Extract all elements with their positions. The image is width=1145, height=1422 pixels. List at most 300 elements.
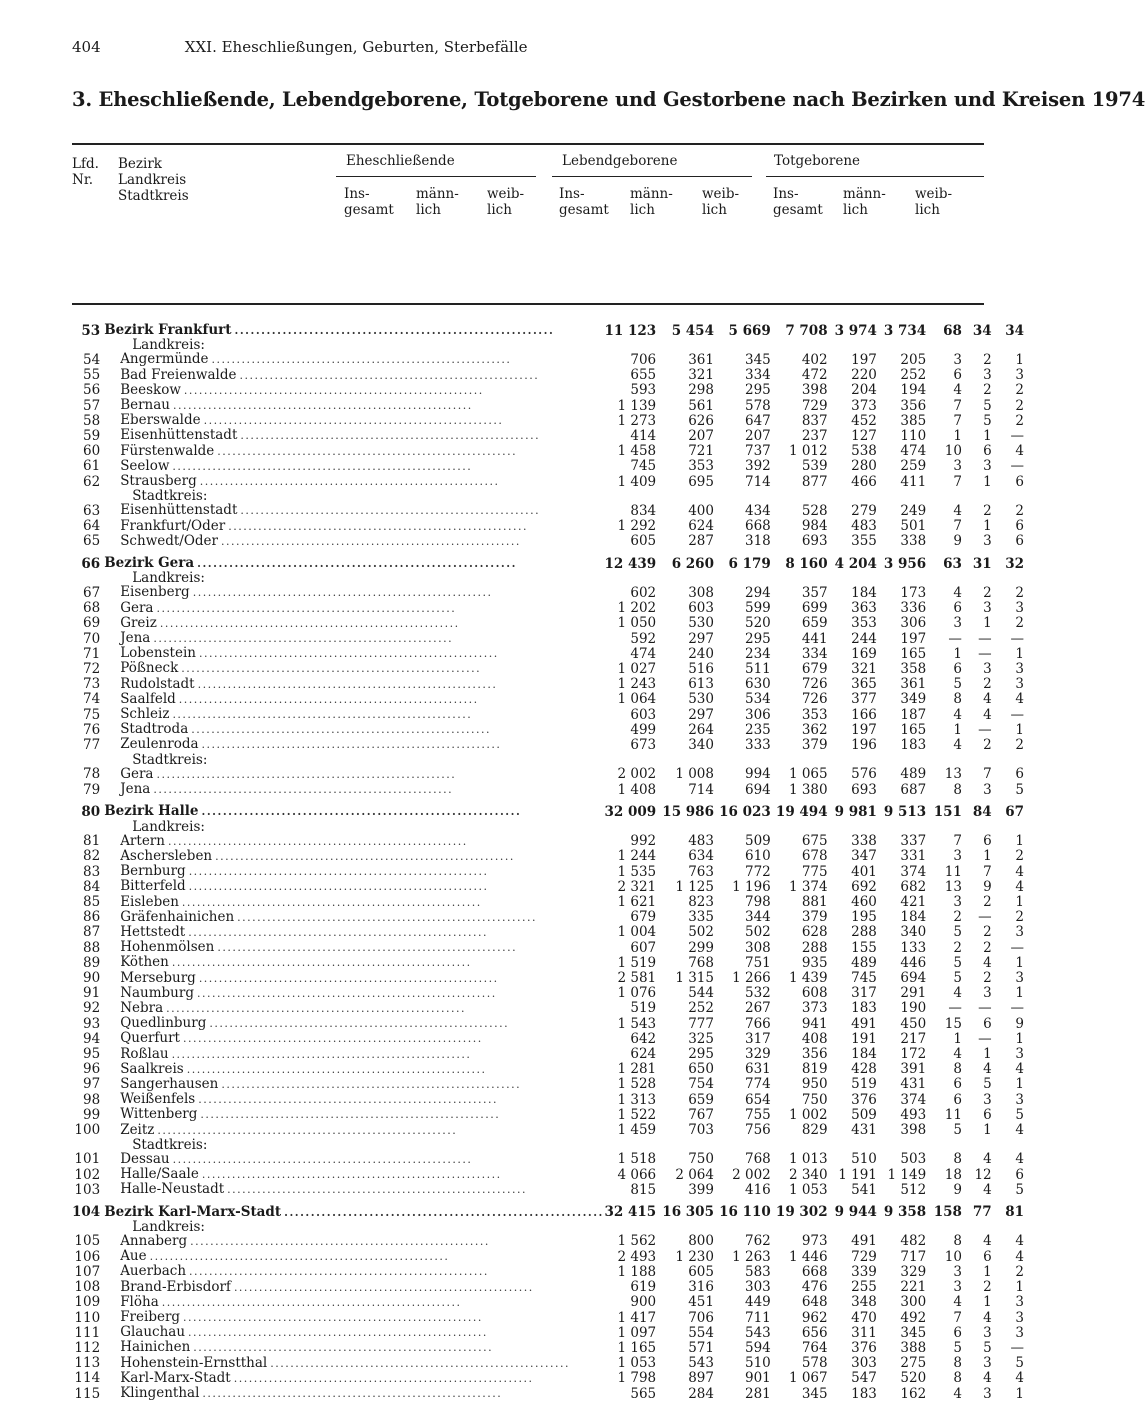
row-label-cell xyxy=(104,585,604,600)
row-number: 67 xyxy=(83,584,101,601)
value-cell: 195 xyxy=(851,909,877,926)
value-cell: 365 xyxy=(851,676,877,693)
value-cell: 726 xyxy=(801,691,828,708)
value-cell: 165 xyxy=(900,645,927,662)
value-cell: 356 xyxy=(900,397,927,414)
value-cell: 5 xyxy=(983,1076,992,1093)
region-name: Hohenstein-Ernstthal xyxy=(120,1354,268,1371)
value-cell: 1 012 xyxy=(788,443,828,460)
value-cell: 751 xyxy=(745,954,771,971)
value-cell: 348 xyxy=(851,1294,877,1311)
value-cell: 399 xyxy=(688,1181,714,1198)
leader-dots: ............................................................ xyxy=(182,1032,483,1046)
value-cell: 3 xyxy=(1015,1091,1024,1108)
leader-dots: ............................................................ xyxy=(201,738,502,752)
table-row xyxy=(72,1371,1024,1386)
value-cell: 207 xyxy=(745,427,771,444)
value-cell: 973 xyxy=(801,1233,828,1250)
value-cell: 220 xyxy=(851,367,877,384)
leader-dots: ............................................................ xyxy=(200,1108,501,1122)
table-row xyxy=(72,1295,1024,1310)
value-cell xyxy=(962,338,992,352)
region-name: Eisenhüttenstadt xyxy=(120,502,238,519)
value-cell: 244 xyxy=(851,630,877,647)
value-cell: 13 xyxy=(944,878,962,895)
table-row xyxy=(72,986,1024,1001)
value-cell: 692 xyxy=(851,878,877,895)
value-cell: 4 xyxy=(1015,1248,1024,1265)
value-cell: 3 xyxy=(983,367,992,384)
region-name: Roßlau xyxy=(120,1045,169,1062)
value-cell: 950 xyxy=(801,1076,828,1093)
value-cell: 357 xyxy=(801,584,828,601)
table-row xyxy=(72,1123,1024,1138)
leader-dots: ............................................................ xyxy=(198,647,499,661)
table-row xyxy=(72,1016,1024,1031)
row-label-cell xyxy=(104,519,604,534)
value-cell: 4 xyxy=(983,1309,992,1326)
value-cell: 2 xyxy=(1015,502,1024,519)
row-label-cell xyxy=(104,797,604,819)
header-insgesamt-1: Ins- gesamt xyxy=(344,186,394,218)
value-cell: 7 xyxy=(953,833,962,850)
row-label-cell xyxy=(104,1340,604,1355)
row-number: 81 xyxy=(83,833,101,850)
value-cell: 630 xyxy=(745,676,771,693)
value-cell: 288 xyxy=(801,939,828,956)
value-cell: 11 xyxy=(944,863,962,880)
bezirk-total-row xyxy=(72,1198,1024,1220)
value-cell xyxy=(656,820,714,834)
value-cell xyxy=(604,1220,656,1234)
table-row xyxy=(72,910,1024,925)
value-cell: 675 xyxy=(801,833,828,850)
value-cell: 520 xyxy=(745,615,771,632)
subheading-row xyxy=(72,753,1024,767)
table-row xyxy=(72,585,1024,600)
value-cell: 984 xyxy=(801,518,828,535)
value-cell: 336 xyxy=(900,600,927,617)
leader-dots: ............................................................ xyxy=(190,1234,490,1248)
value-cell: 3 xyxy=(1015,1324,1024,1341)
value-cell: 4 xyxy=(953,736,962,753)
row-label-cell xyxy=(104,1371,604,1386)
value-cell: 687 xyxy=(900,781,927,798)
value-cell: 4 066 xyxy=(617,1166,657,1183)
value-cell: 1 xyxy=(1015,1385,1024,1402)
value-cell: 110 xyxy=(900,427,927,444)
value-cell: 624 xyxy=(688,518,714,535)
row-label-cell xyxy=(104,782,604,797)
value-cell: 605 xyxy=(688,1263,714,1280)
leader-dots: ............................................................ xyxy=(197,677,498,691)
value-cell: 34 xyxy=(1005,322,1024,339)
value-cell: 8 xyxy=(953,1370,962,1387)
value-cell: 673 xyxy=(630,736,657,753)
row-label-cell xyxy=(104,910,604,925)
region-name: Schwedt/Oder xyxy=(120,532,219,549)
region-name: Stadtkreis: xyxy=(132,751,208,768)
value-cell: 729 xyxy=(851,1248,877,1265)
value-cell: — xyxy=(1010,1000,1024,1017)
value-cell xyxy=(926,1220,962,1234)
running-head xyxy=(72,38,528,56)
value-cell: 706 xyxy=(630,351,657,368)
value-cell: 489 xyxy=(900,766,927,783)
value-cell: 3 xyxy=(1015,660,1024,677)
leader-dots: ............................................................ xyxy=(159,616,460,630)
value-cell xyxy=(604,338,656,352)
value-cell: 191 xyxy=(851,1030,877,1047)
leader-dots: ............................................................ xyxy=(197,557,517,571)
row-number: 62 xyxy=(83,473,101,490)
value-cell: 1 xyxy=(953,1030,962,1047)
region-name: Saalkreis xyxy=(120,1060,184,1077)
value-cell: 317 xyxy=(745,1030,771,1047)
value-cell: 338 xyxy=(900,533,927,550)
row-number: 74 xyxy=(83,691,101,708)
value-cell xyxy=(962,571,992,585)
value-cell: 502 xyxy=(745,924,771,941)
row-number: 80 xyxy=(81,803,101,820)
value-cell: 308 xyxy=(745,939,771,956)
region-name: Zeitz xyxy=(120,1121,155,1138)
row-number: 84 xyxy=(83,878,101,895)
leader-dots: ............................................................ xyxy=(153,632,454,646)
value-cell xyxy=(992,753,1024,767)
value-cell: 4 xyxy=(953,502,962,519)
value-cell: 1 202 xyxy=(617,600,657,617)
table-row xyxy=(72,955,1024,970)
value-cell: 3 956 xyxy=(883,555,927,572)
value-cell: 344 xyxy=(745,909,771,926)
value-cell: 603 xyxy=(630,706,657,723)
value-cell xyxy=(926,753,962,767)
value-cell: 7 xyxy=(983,863,992,880)
value-cell: 414 xyxy=(630,427,657,444)
value-cell: 1 xyxy=(983,848,992,865)
table-row xyxy=(72,428,1024,443)
value-cell: 624 xyxy=(630,1046,657,1063)
table-row xyxy=(72,352,1024,367)
value-cell: 6 260 xyxy=(671,555,714,572)
row-label-cell xyxy=(104,925,604,940)
value-cell: 5 xyxy=(983,397,992,414)
leader-dots: ............................................................ xyxy=(196,986,497,1000)
value-cell: 235 xyxy=(745,721,771,738)
value-cell: 592 xyxy=(630,630,657,647)
value-cell: 12 xyxy=(974,1166,992,1183)
value-cell: 2 xyxy=(983,584,992,601)
table-row xyxy=(72,1167,1024,1182)
value-cell: 411 xyxy=(900,473,927,490)
value-cell: 3 xyxy=(953,615,962,632)
value-cell: 1 xyxy=(1015,985,1024,1002)
value-cell: 337 xyxy=(900,833,927,850)
bezirk-total-row xyxy=(72,797,1024,819)
value-cell: 901 xyxy=(745,1370,771,1387)
leader-dots: ............................................................ xyxy=(189,1265,489,1279)
value-cell: 6 xyxy=(983,833,992,850)
value-cell: 1 409 xyxy=(617,473,657,490)
value-cell: 2 xyxy=(953,909,962,926)
value-cell: 2 xyxy=(1015,615,1024,632)
value-cell: 252 xyxy=(900,367,927,384)
value-cell: 2 xyxy=(983,924,992,941)
value-cell: 183 xyxy=(900,736,927,753)
value-cell: 374 xyxy=(900,863,927,880)
table-row xyxy=(72,879,1024,894)
table-row xyxy=(72,1280,1024,1295)
value-cell: 2 xyxy=(983,939,992,956)
value-cell xyxy=(926,338,962,352)
value-cell: 6 xyxy=(1015,1166,1024,1183)
value-cell: 7 708 xyxy=(785,322,828,339)
value-cell: 361 xyxy=(900,676,927,693)
value-cell: 9 944 xyxy=(834,1204,877,1221)
value-cell: 197 xyxy=(851,351,877,368)
row-label-cell xyxy=(104,834,604,849)
row-label-cell xyxy=(104,444,604,459)
value-cell: 610 xyxy=(745,848,771,865)
value-cell xyxy=(656,1138,714,1152)
group-rule-1 xyxy=(336,176,536,177)
table-row xyxy=(72,474,1024,489)
value-cell: 512 xyxy=(900,1181,927,1198)
value-cell: 613 xyxy=(688,676,714,693)
value-cell: 1 xyxy=(983,615,992,632)
leader-dots: ............................................................ xyxy=(199,475,500,489)
value-cell: 1 263 xyxy=(732,1248,771,1265)
leader-dots: ............................................................ xyxy=(166,1001,466,1015)
value-cell: 3 xyxy=(983,660,992,677)
value-cell: 631 xyxy=(745,1061,771,1078)
value-cell xyxy=(828,571,877,585)
value-cell: 1 xyxy=(1015,645,1024,662)
row-label-cell xyxy=(104,1295,604,1310)
value-cell: 19 302 xyxy=(775,1204,828,1221)
row-label-cell xyxy=(104,413,604,428)
row-number: 114 xyxy=(74,1370,101,1387)
chapter-title: XXI. Eheschließungen, Geburten, Sterbefälle xyxy=(184,38,528,56)
value-cell: 2 340 xyxy=(788,1166,828,1183)
value-cell xyxy=(877,820,926,834)
table-row xyxy=(72,834,1024,849)
region-name: Bad Freienwalde xyxy=(120,366,237,383)
value-cell: 162 xyxy=(900,1385,927,1402)
row-label-cell xyxy=(104,534,604,549)
row-label-cell xyxy=(104,549,604,571)
value-cell: — xyxy=(1010,939,1024,956)
value-cell: 754 xyxy=(688,1076,714,1093)
row-number: 70 xyxy=(83,630,101,647)
region-name: Aschersleben xyxy=(120,847,213,864)
row-number: 78 xyxy=(83,766,101,783)
row-label-cell xyxy=(104,1138,604,1152)
value-cell: 3 xyxy=(1015,970,1024,987)
value-cell xyxy=(962,1220,992,1234)
value-cell: 678 xyxy=(801,848,828,865)
value-cell: 358 xyxy=(900,660,927,677)
row-number: 76 xyxy=(83,721,101,738)
region-name: Eisenhüttenstadt xyxy=(120,427,238,444)
value-cell: 5 xyxy=(983,1339,992,1356)
region-name: Aue xyxy=(120,1248,147,1265)
value-cell: 345 xyxy=(745,351,771,368)
value-cell: 4 xyxy=(1015,1370,1024,1387)
value-cell: 2 xyxy=(983,502,992,519)
value-cell: 483 xyxy=(851,518,877,535)
value-cell: 431 xyxy=(851,1122,877,1139)
value-cell: 1 004 xyxy=(617,924,657,941)
value-cell: 1 439 xyxy=(788,970,828,987)
value-cell xyxy=(828,1220,877,1234)
value-cell: 398 xyxy=(801,382,828,399)
region-name: Naumburg xyxy=(120,984,194,1001)
row-label-cell xyxy=(104,1198,604,1220)
row-number: 71 xyxy=(83,645,101,662)
value-cell: 252 xyxy=(688,1000,714,1017)
region-name: Brand-Erbisdorf xyxy=(120,1278,231,1295)
row-label-cell xyxy=(104,631,604,646)
value-cell: 994 xyxy=(745,766,771,783)
value-cell: 297 xyxy=(688,630,714,647)
value-cell: 1 053 xyxy=(617,1355,657,1372)
value-cell: 275 xyxy=(900,1355,927,1372)
value-cell: 267 xyxy=(745,1000,771,1017)
value-cell: 5 xyxy=(953,924,962,941)
leader-dots: ............................................................ xyxy=(240,504,541,518)
value-cell: 9 xyxy=(983,878,992,895)
value-cell: 603 xyxy=(688,600,714,617)
value-cell: 334 xyxy=(801,645,828,662)
value-cell: 190 xyxy=(900,1000,927,1017)
region-name: Stadtkreis: xyxy=(132,488,208,505)
value-cell: 6 xyxy=(953,367,962,384)
row-label-cell xyxy=(104,601,604,616)
row-number: 54 xyxy=(83,351,101,368)
row-label-cell xyxy=(104,1001,604,1016)
value-cell: 4 xyxy=(1015,1122,1024,1139)
value-cell: 194 xyxy=(900,382,927,399)
value-cell: 714 xyxy=(745,473,771,490)
value-cell: 1 417 xyxy=(617,1309,657,1326)
value-cell: 466 xyxy=(851,473,877,490)
value-cell: 408 xyxy=(801,1030,828,1047)
value-cell: 4 xyxy=(1015,878,1024,895)
row-label-cell xyxy=(104,849,604,864)
value-cell: 2 xyxy=(1015,909,1024,926)
value-cell: 659 xyxy=(801,615,828,632)
value-cell xyxy=(828,753,877,767)
row-label-cell xyxy=(104,737,604,752)
value-cell: 13 xyxy=(944,766,962,783)
value-cell: 6 xyxy=(1015,766,1024,783)
value-cell: 295 xyxy=(688,1046,714,1063)
value-cell: 7 xyxy=(953,397,962,414)
leader-dots: ............................................................ xyxy=(171,1047,472,1061)
row-label-cell xyxy=(104,661,604,676)
value-cell xyxy=(771,1220,828,1234)
value-cell xyxy=(992,820,1024,834)
value-cell: 819 xyxy=(801,1061,828,1078)
value-cell: 1 xyxy=(1015,833,1024,850)
value-cell: 34 xyxy=(972,322,992,339)
value-cell: 3 974 xyxy=(834,322,877,339)
value-cell: 962 xyxy=(801,1309,828,1326)
value-cell: 3 xyxy=(953,458,962,475)
value-cell: 767 xyxy=(688,1106,714,1123)
value-cell: 554 xyxy=(688,1324,714,1341)
row-label-cell xyxy=(104,1107,604,1122)
region-name: Jena xyxy=(120,781,151,798)
region-name: Hettstedt xyxy=(120,923,186,940)
value-cell: 284 xyxy=(688,1385,714,1402)
row-number: 73 xyxy=(83,676,101,693)
value-cell: 755 xyxy=(745,1106,771,1123)
leader-dots: ............................................................ xyxy=(211,353,512,367)
row-number: 53 xyxy=(81,322,101,339)
value-cell xyxy=(926,820,962,834)
value-cell: 32 009 xyxy=(604,803,657,820)
value-cell: 607 xyxy=(630,939,657,956)
value-cell: 6 xyxy=(1015,518,1024,535)
value-cell: 295 xyxy=(745,382,771,399)
table-row xyxy=(72,459,1024,474)
page-number: 404 xyxy=(72,38,101,56)
value-cell: 1 xyxy=(983,1046,992,1063)
header-group-totgeborene: Totgeborene xyxy=(774,153,861,169)
row-number: 108 xyxy=(74,1279,101,1296)
value-cell: 530 xyxy=(688,691,714,708)
value-cell: 281 xyxy=(745,1385,771,1402)
subheading-row xyxy=(72,1138,1024,1152)
value-cell: 1 xyxy=(983,1263,992,1280)
value-cell: 772 xyxy=(745,863,771,880)
value-cell: 3 xyxy=(1015,1046,1024,1063)
value-cell: 4 xyxy=(953,706,962,723)
value-cell: 77 xyxy=(972,1204,992,1221)
value-cell: 655 xyxy=(630,367,657,384)
row-label-cell xyxy=(104,1092,604,1107)
value-cell: 1 027 xyxy=(617,660,657,677)
value-cell: 3 xyxy=(983,458,992,475)
value-cell: 306 xyxy=(745,706,771,723)
value-cell xyxy=(714,1138,771,1152)
value-cell: 1 543 xyxy=(617,1015,657,1032)
value-cell: 547 xyxy=(851,1370,877,1387)
value-cell: 534 xyxy=(745,691,771,708)
leader-dots: ............................................................ xyxy=(172,708,473,722)
value-cell: 452 xyxy=(851,412,877,429)
value-cell xyxy=(656,753,714,767)
value-cell: 280 xyxy=(851,458,877,475)
value-cell: 693 xyxy=(801,533,828,550)
value-cell: 264 xyxy=(688,721,714,738)
subheading-row xyxy=(72,1220,1024,1234)
value-cell: 1 459 xyxy=(617,1122,657,1139)
value-cell xyxy=(771,820,828,834)
value-cell: 1 xyxy=(983,1294,992,1311)
leader-dots: ............................................................ xyxy=(149,1250,450,1264)
row-number: 91 xyxy=(83,985,101,1002)
value-cell: 834 xyxy=(630,502,657,519)
value-cell xyxy=(771,1138,828,1152)
row-label-cell xyxy=(104,1280,604,1295)
value-cell: 4 204 xyxy=(834,555,877,572)
region-name: Saalfeld xyxy=(120,690,176,707)
table-row xyxy=(72,737,1024,752)
